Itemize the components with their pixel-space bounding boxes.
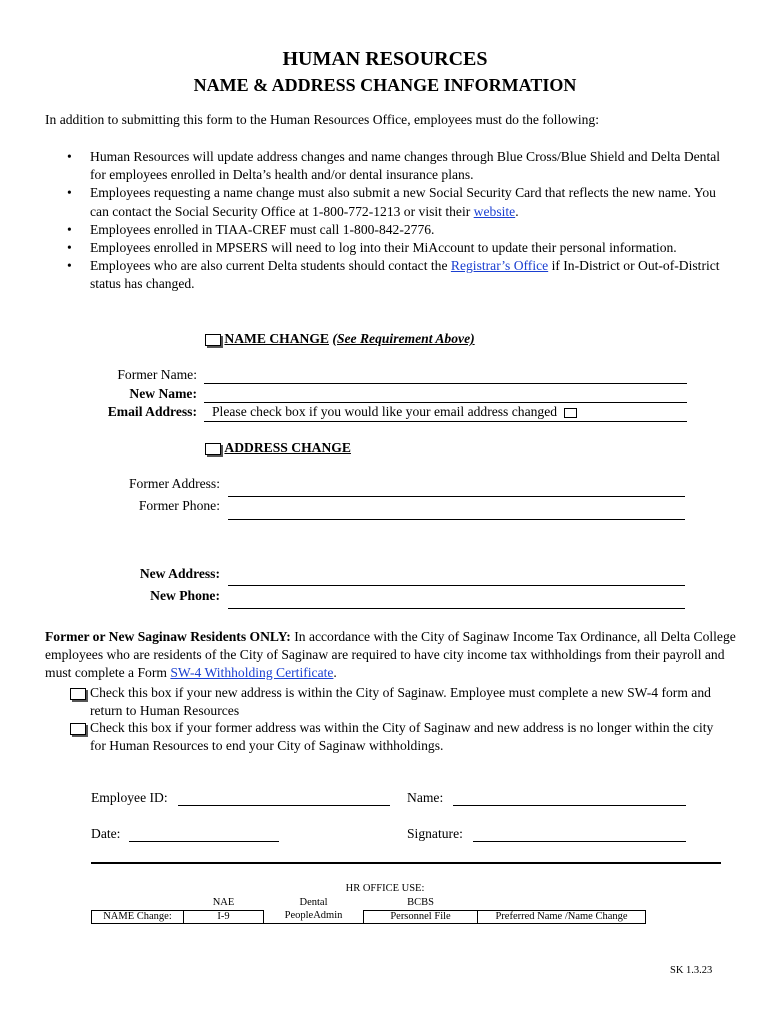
social-security-website-link[interactable]: website: [473, 203, 516, 219]
signature-label: Signature:: [407, 826, 463, 841]
hr-dental: Dental: [299, 897, 328, 909]
signature-field[interactable]: [473, 841, 686, 842]
list-item: • Employees who are also current Delta students should contact the Registrar’s Office if In-District or Out-of-District status has changed.: [45, 257, 735, 293]
saginaw-former-address-checkbox[interactable]: [70, 723, 86, 735]
date-label: Date:: [91, 826, 121, 841]
new-address-label: New Address:: [139, 566, 220, 581]
page-title: HUMAN RESOURCES: [282, 48, 488, 70]
new-phone-label: New Phone:: [150, 588, 220, 603]
new-phone-field[interactable]: [228, 608, 685, 609]
name-field[interactable]: [453, 805, 686, 806]
address-change-heading: ADDRESS CHANGE: [205, 440, 351, 456]
former-phone-label: Former Phone:: [138, 498, 220, 513]
former-address-label: Former Address:: [129, 476, 220, 491]
new-name-label: New Name:: [129, 386, 197, 401]
employee-id-field[interactable]: [178, 805, 390, 806]
list-item: • Human Resources will update address changes and name changes through Blue Cross/Blue Shield and Delta Dental for employees enrolled in Delta’s health and/or dental insurance plans.: [45, 148, 735, 184]
saginaw-former-address-option: Check this box if your former address was within the City of Saginaw and new address is no longer within the city for Human Resources to end your City of Saginaw withholdings.: [70, 719, 730, 755]
hr-peopleadmin: PeopleAdmin: [264, 910, 364, 924]
hr-i9: I-9: [184, 910, 264, 924]
address-change-checkbox[interactable]: [205, 443, 221, 455]
instructions-list: [45, 148, 735, 294]
hr-preferred-name: Preferred Name /Name Change: [478, 910, 646, 924]
email-address-label: Email Address:: [107, 404, 197, 419]
intro-text: In addition to submitting this form to the Human Resources Office, employees must do the following:: [45, 112, 599, 127]
new-address-field[interactable]: [228, 585, 685, 586]
hr-office-use-title: HR OFFICE USE:: [345, 883, 425, 894]
email-change-text: Please check box if you would like your email address changed: [212, 404, 577, 420]
saginaw-paragraph: Former or New Saginaw Residents ONLY: In accordance with the City of Saginaw Income Tax Ordinance, all Delta College employees who are residents of the City of Saginaw are required to have city income tax withholdings from their payroll and must complete a Form SW-4 Withholding Certificate.: [45, 629, 736, 680]
name-change-checkbox[interactable]: [205, 334, 221, 346]
hr-nae: NAE: [212, 897, 235, 908]
hr-name-change-label: NAME Change:: [92, 910, 184, 924]
page-subtitle: NAME & ADDRESS CHANGE INFORMATION: [193, 75, 577, 95]
list-item: • Employees enrolled in MPSERS will need to log into their MiAccount to update their personal information.: [45, 239, 735, 257]
saginaw-new-address-checkbox[interactable]: [70, 688, 86, 700]
list-item: • Employees enrolled in TIAA-CREF must call 1-800-842-2776.: [45, 221, 735, 239]
name-label: Name:: [407, 790, 444, 805]
new-name-field[interactable]: [204, 402, 687, 403]
former-address-field[interactable]: [228, 496, 685, 497]
saginaw-new-address-option: Check this box if your new address is within the City of Saginaw. Employee must complete a new SW-4 form and return to Human Resources: [70, 684, 730, 720]
hr-personnel-file: Personnel File: [364, 910, 478, 924]
form-code: SK 1.3.23: [670, 965, 713, 976]
email-address-line: [204, 421, 687, 422]
hr-bcbs: BCBS: [407, 897, 434, 908]
former-name-field[interactable]: [204, 383, 687, 384]
former-phone-field[interactable]: [228, 519, 685, 520]
employee-id-label: Employee ID:: [91, 790, 168, 805]
list-item: • Employees requesting a name change must also submit a new Social Security Card that reflects the new name. You can contact the Social Security Office at 1-800-772-1213 or visit their website.: [45, 184, 735, 220]
email-change-checkbox[interactable]: [564, 408, 577, 418]
sw4-certificate-link[interactable]: SW-4 Withholding Certificate: [170, 664, 334, 680]
hr-office-use-table: [91, 897, 646, 924]
former-name-label: Former Name:: [117, 367, 197, 382]
name-change-heading: NAME CHANGE (See Requirement Above): [205, 331, 475, 347]
divider: [91, 862, 721, 864]
registrars-office-link[interactable]: Registrar’s Office: [450, 258, 549, 274]
date-field[interactable]: [129, 841, 279, 842]
